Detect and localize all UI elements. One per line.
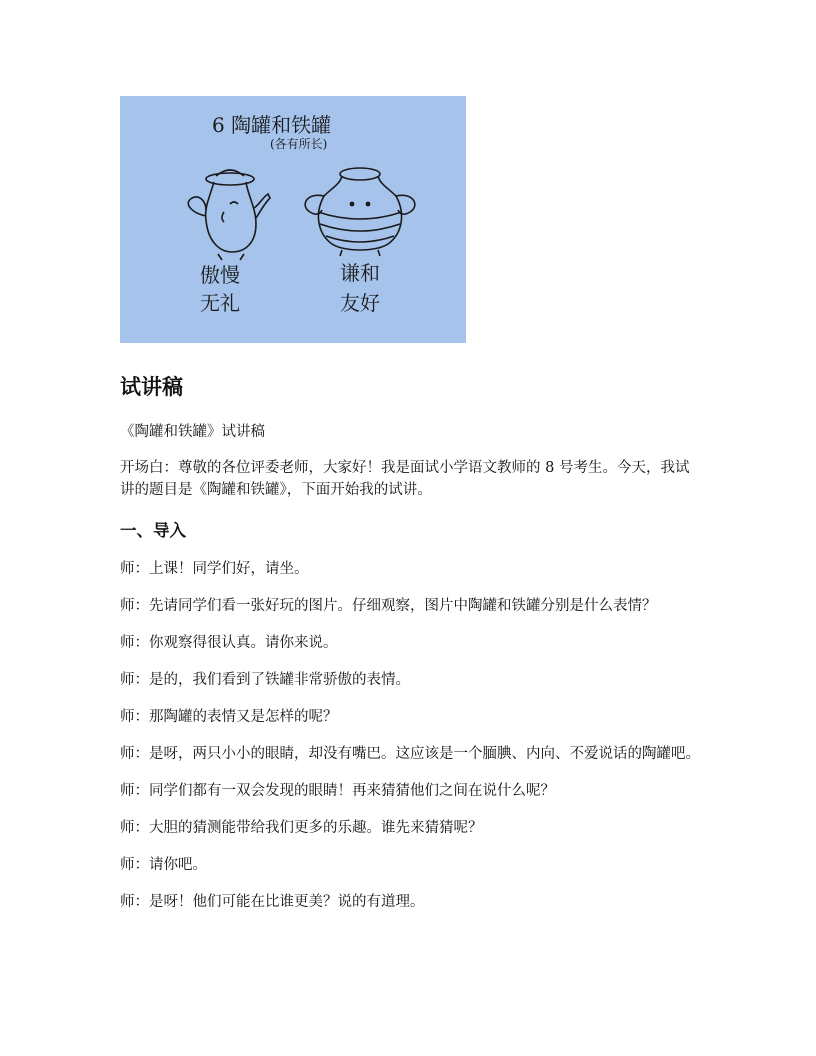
right-caption-line2: 友好 [340, 291, 380, 315]
opening-remarks: 开场白：尊敬的各位评委老师，大家好！我是面试小学语文教师的 8 号考生。今天，我试讲的题目是《陶罐和铁罐》，下面开始我的试讲。 [120, 460, 690, 498]
dialogue-line: 师：是的，我们看到了铁罐非常骄傲的表情。 [120, 672, 410, 688]
illustration-title: 6 陶罐和铁罐 [212, 113, 332, 137]
dialogue-line: 师：同学们都有一双会发现的眼睛！再来猜猜他们之间在说什么呢？ [120, 783, 555, 799]
dialogue-line: 师：你观察得很认真。请你来说。 [120, 635, 338, 651]
dialogue-line: 师：是呀，两只小小的眼睛，却没有嘴巴。这应该是一个腼腆、内向、不爱说话的陶罐吧。 [120, 746, 700, 762]
dialogue-line: 师：那陶罐的表情又是怎样的呢？ [120, 709, 338, 725]
right-caption-line1: 谦和 [340, 261, 380, 285]
dialogue-line: 师：是呀！他们可能在比谁更美？说的有道理。 [120, 894, 425, 910]
illustration-subtitle: (各有所长) [270, 137, 328, 151]
illustration-drawing [120, 96, 466, 343]
document-page [120, 96, 700, 913]
section-heading-intro: 一、导入 [120, 521, 186, 540]
dialogue-line: 师：请你吧。 [120, 857, 207, 873]
page-heading: 试讲稿 [120, 375, 183, 399]
left-caption-line2: 无礼 [200, 291, 240, 315]
dialogue-line: 师：大胆的猜测能带给我们更多的乐趣。谁先来猜猜呢？ [120, 820, 483, 836]
dialogue-line: 师：先请同学们看一张好玩的图片。仔细观察，图片中陶罐和铁罐分别是什么表情？ [120, 598, 657, 614]
lesson-illustration [120, 96, 466, 343]
dialogue-line: 师：上课！同学们好，请坐。 [120, 561, 309, 577]
document-title: 《陶罐和铁罐》试讲稿 [120, 424, 265, 440]
left-caption-line1: 傲慢 [200, 263, 240, 287]
